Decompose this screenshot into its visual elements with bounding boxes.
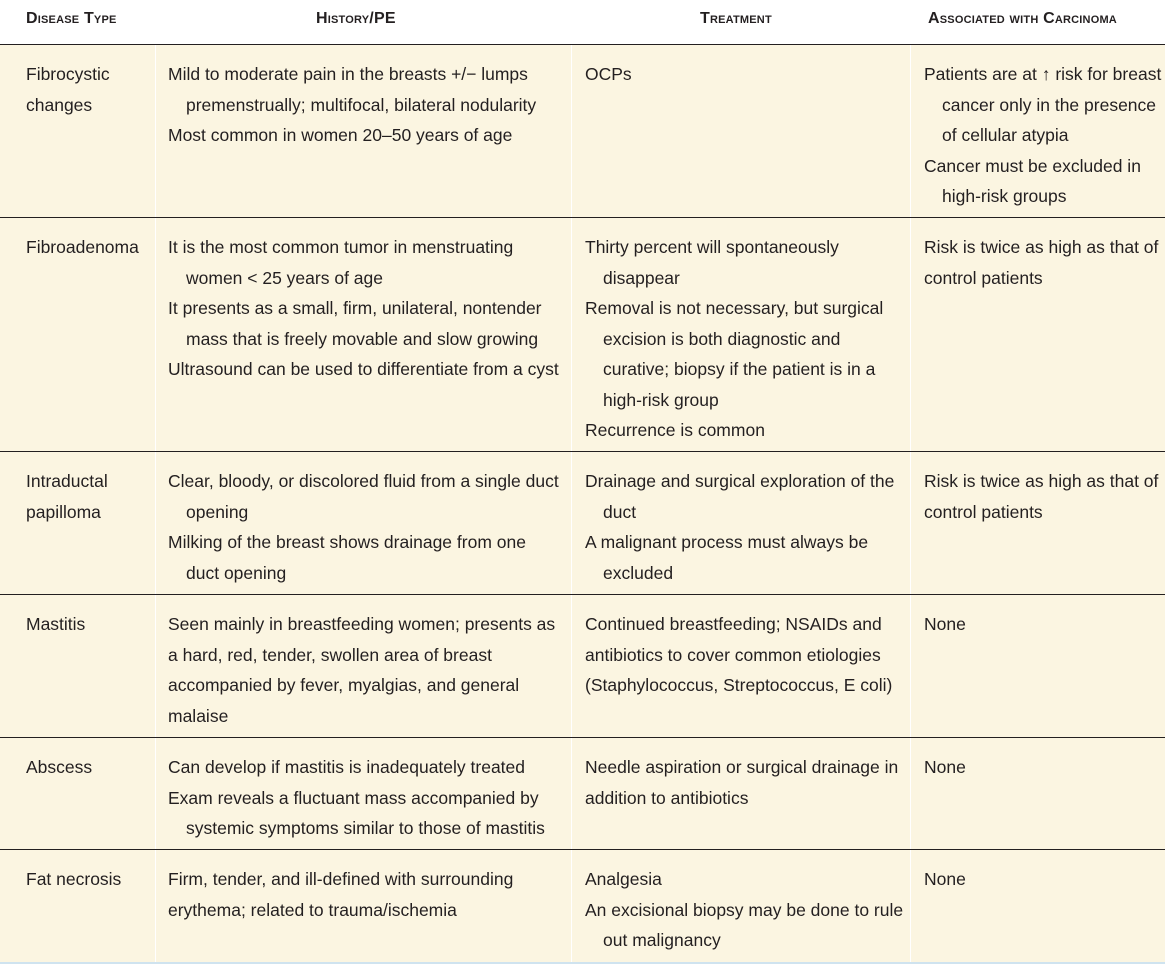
header-history-pe: History/PE xyxy=(316,10,396,27)
table-row xyxy=(0,850,1165,962)
associated-cell xyxy=(924,232,1162,293)
history-cell xyxy=(168,752,563,844)
treatment-item: Drainage and surgical exploration of the duct xyxy=(585,471,895,522)
treatment-item: Thirty percent will spontaneously disappear xyxy=(585,237,839,288)
history-item: Milking of the breast shows drainage from one duct opening xyxy=(168,532,526,583)
treatment-cell xyxy=(585,59,905,90)
table-row xyxy=(0,595,1165,738)
treatment-item: Recurrence is common xyxy=(585,420,765,440)
treatment-cell xyxy=(585,609,905,701)
associated-cell xyxy=(924,864,1162,895)
header-associated-carcinoma: Associated with Carcinoma xyxy=(928,10,1117,27)
history-item: Seen mainly in breastfeeding women; presents as a hard, red, tender, swollen area of breast accompanied by fever, myalgias, and general malaise xyxy=(168,614,556,726)
history-item: Ultrasound can be used to differentiate from a cyst xyxy=(168,359,559,379)
history-cell xyxy=(168,466,563,588)
table-row xyxy=(0,45,1165,218)
treatment-item: A malignant process must always be excluded xyxy=(585,532,869,583)
disease-cell: Fibrocystic changes xyxy=(26,64,110,115)
associated-cell xyxy=(924,609,1162,640)
history-cell xyxy=(168,609,563,731)
associated-item: Cancer must be excluded in high-risk groups xyxy=(924,155,1141,206)
table-row xyxy=(0,218,1165,452)
table-row xyxy=(0,738,1165,850)
history-item: It presents as a small, firm, unilateral, nontender mass that is freely movable and slow growing xyxy=(168,298,542,349)
disease-cell: Fibroadenoma xyxy=(26,237,139,257)
history-item: Most common in women 20–50 years of age xyxy=(168,125,513,145)
table-header xyxy=(0,0,1165,45)
disease-cell: Intraductal papilloma xyxy=(26,471,108,522)
associated-item: None xyxy=(924,757,966,777)
treatment-item: Removal is not necessary, but surgical excision is both diagnostic and curative; biopsy if the patient is in a high-risk group xyxy=(585,298,884,410)
bottom-rule xyxy=(0,962,1165,964)
table-row xyxy=(0,452,1165,595)
header-treatment: Treatment xyxy=(700,10,772,27)
associated-item: None xyxy=(924,869,966,889)
treatment-item: Analgesia xyxy=(585,869,662,889)
history-item: Clear, bloody, or discolored fluid from a single duct opening xyxy=(168,471,559,522)
treatment-item: An excisional biopsy may be done to rule out malignancy xyxy=(585,899,904,950)
history-cell xyxy=(168,864,563,925)
treatment-item: Continued breastfeeding; NSAIDs and antibiotics to cover common etiologies (Staphylococcus, Streptococcus, E coli) xyxy=(585,614,893,695)
disease-cell: Fat necrosis xyxy=(26,869,122,889)
associated-item: Patients are at ↑ risk for breast cancer only in the presence of cellular atypia xyxy=(924,64,1162,145)
history-item: Firm, tender, and ill-defined with surrounding erythema; related to trauma/ischemia xyxy=(168,869,514,920)
disease-cell: Abscess xyxy=(26,757,93,777)
history-item: Exam reveals a fluctuant mass accompanied by systemic symptoms similar to those of mastitis xyxy=(168,787,545,838)
treatment-cell xyxy=(585,466,905,588)
disease-cell: Mastitis xyxy=(26,614,86,634)
treatment-item: OCPs xyxy=(585,64,632,84)
associated-cell xyxy=(924,752,1162,783)
associated-cell xyxy=(924,466,1162,527)
treatment-cell xyxy=(585,864,905,956)
history-item: It is the most common tumor in menstruating women < 25 years of age xyxy=(168,237,514,288)
history-item: Mild to moderate pain in the breasts +/− lumps premenstrually; multifocal, bilateral nodularity xyxy=(168,64,537,115)
associated-item: None xyxy=(924,614,966,634)
associated-item: Risk is twice as high as that of control patients xyxy=(924,471,1159,522)
associated-cell xyxy=(924,59,1162,212)
history-cell xyxy=(168,59,563,151)
header-disease-type: Disease Type xyxy=(26,10,117,27)
history-cell xyxy=(168,232,563,385)
treatment-item: Needle aspiration or surgical drainage in addition to antibiotics xyxy=(585,757,899,808)
associated-item: Risk is twice as high as that of control patients xyxy=(924,237,1159,288)
treatment-cell xyxy=(585,752,905,813)
treatment-cell xyxy=(585,232,905,446)
history-item: Can develop if mastitis is inadequately treated xyxy=(168,757,526,777)
